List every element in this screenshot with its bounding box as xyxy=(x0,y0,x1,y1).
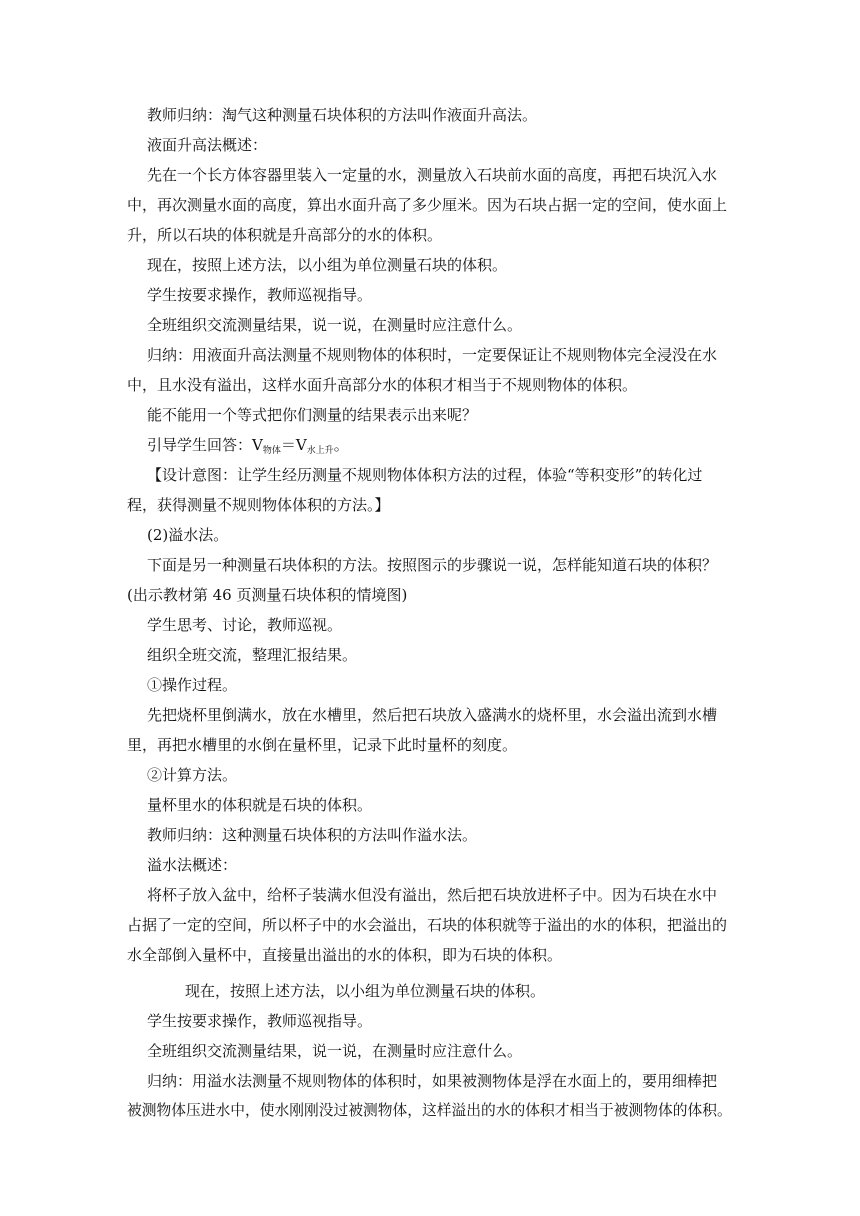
paragraph: 程，获得测量不规则物体体积的方法。】 xyxy=(127,496,390,514)
paragraph: 水全部倒入量杯中，直接量出溢出的水的体积，即为石块的体积。 xyxy=(127,946,563,964)
paragraph: 学生思考、讨论，教师巡视。 xyxy=(147,616,343,634)
paragraph: 【设计意图：让学生经历测量不规则物体体积方法的过程，体验“等积变形”的转化过 xyxy=(147,466,703,484)
paragraph: 液面升高法概述： xyxy=(147,136,268,154)
paragraph: (出示教材第 46 页测量石块体积的情境图) xyxy=(127,586,408,604)
formula-subscript: 物体 xyxy=(262,446,281,456)
paragraph: 学生按要求操作，教师巡视指导。 xyxy=(147,286,373,304)
paragraph: 中，且水没有溢出，这样水面升高部分水的体积才相当于不规则物体的体积。 xyxy=(127,376,638,394)
paragraph: 现在，按照上述方法，以小组为单位测量石块的体积。 xyxy=(147,256,508,274)
paragraph: 量杯里水的体积就是石块的体积。 xyxy=(147,796,373,814)
formula-equals: ＝V xyxy=(280,436,307,454)
paragraph: 先把烧杯里倒满水，放在水槽里，然后把石块放入盛满水的烧杯里，水会溢出流到水槽 xyxy=(147,706,718,724)
paragraph: 下面是另一种测量石块体积的方法。按照图示的步骤说一说，怎样能知道石块的体积？ xyxy=(147,556,718,574)
paragraph: 溢水法概述： xyxy=(147,856,238,874)
paragraph: (2)溢水法。 xyxy=(147,526,229,544)
paragraph: 被测物体压进水中，使水刚刚没过被测物体，这样溢出的水的体积才相当于被测物体的体积。 xyxy=(127,1102,732,1119)
paragraph: 教师归纳：淘气这种测量石块体积的方法叫作液面升高法。 xyxy=(147,106,538,124)
formula-prefix: 引导学生回答：V xyxy=(147,436,263,454)
paragraph: 中，再次测量水面的高度，算出水面升高了多少厘米。因为石块占据一定的空间，使水面上 xyxy=(127,196,728,214)
paragraph: 归纳：用液面升高法测量不规则物体的体积时，一定要保证让不规则物体完全浸没在水 xyxy=(147,346,718,364)
paragraph: 升，所以石块的体积就是升高部分的水的体积。 xyxy=(127,226,443,244)
paragraph: ②计算方法。 xyxy=(147,766,238,784)
paragraph: 能不能用一个等式把你们测量的结果表示出来呢？ xyxy=(147,406,478,424)
paragraph: 归纳：用溢水法测量不规则物体的体积时，如果被测物体是浮在水面上的，要用细棒把 xyxy=(147,1072,718,1090)
paragraph: 现在，按照上述方法，以小组为单位测量石块的体积。 xyxy=(185,982,546,1000)
paragraph: 占据了一定的空间，所以杯子中的水会溢出，石块的体积就等于溢出的水的体积，把溢出的 xyxy=(127,916,728,934)
paragraph: 教师归纳：这种测量石块体积的方法叫作溢水法。 xyxy=(147,826,478,844)
paragraph: 组织全班交流，整理汇报结果。 xyxy=(147,646,358,664)
paragraph: 全班组织交流测量结果，说一说，在测量时应注意什么。 xyxy=(147,1042,523,1060)
paragraph: 将杯子放入盆中，给杯子装满水但没有溢出，然后把石块放进杯子中。因为石块在水中 xyxy=(147,886,718,904)
paragraph: 里，再把水槽里的水倒在量杯里，记录下此时量杯的刻度。 xyxy=(127,736,518,754)
formula-subscript: 水上升 xyxy=(306,446,334,456)
formula-end: 。 xyxy=(333,436,349,454)
paragraph: ①操作过程。 xyxy=(147,676,238,694)
paragraph: 学生按要求操作，教师巡视指导。 xyxy=(147,1012,373,1030)
paragraph: 全班组织交流测量结果，说一说，在测量时应注意什么。 xyxy=(147,316,523,334)
paragraph: 先在一个长方体容器里装入一定量的水，测量放入石块前水面的高度，再把石块沉入水 xyxy=(147,166,718,184)
